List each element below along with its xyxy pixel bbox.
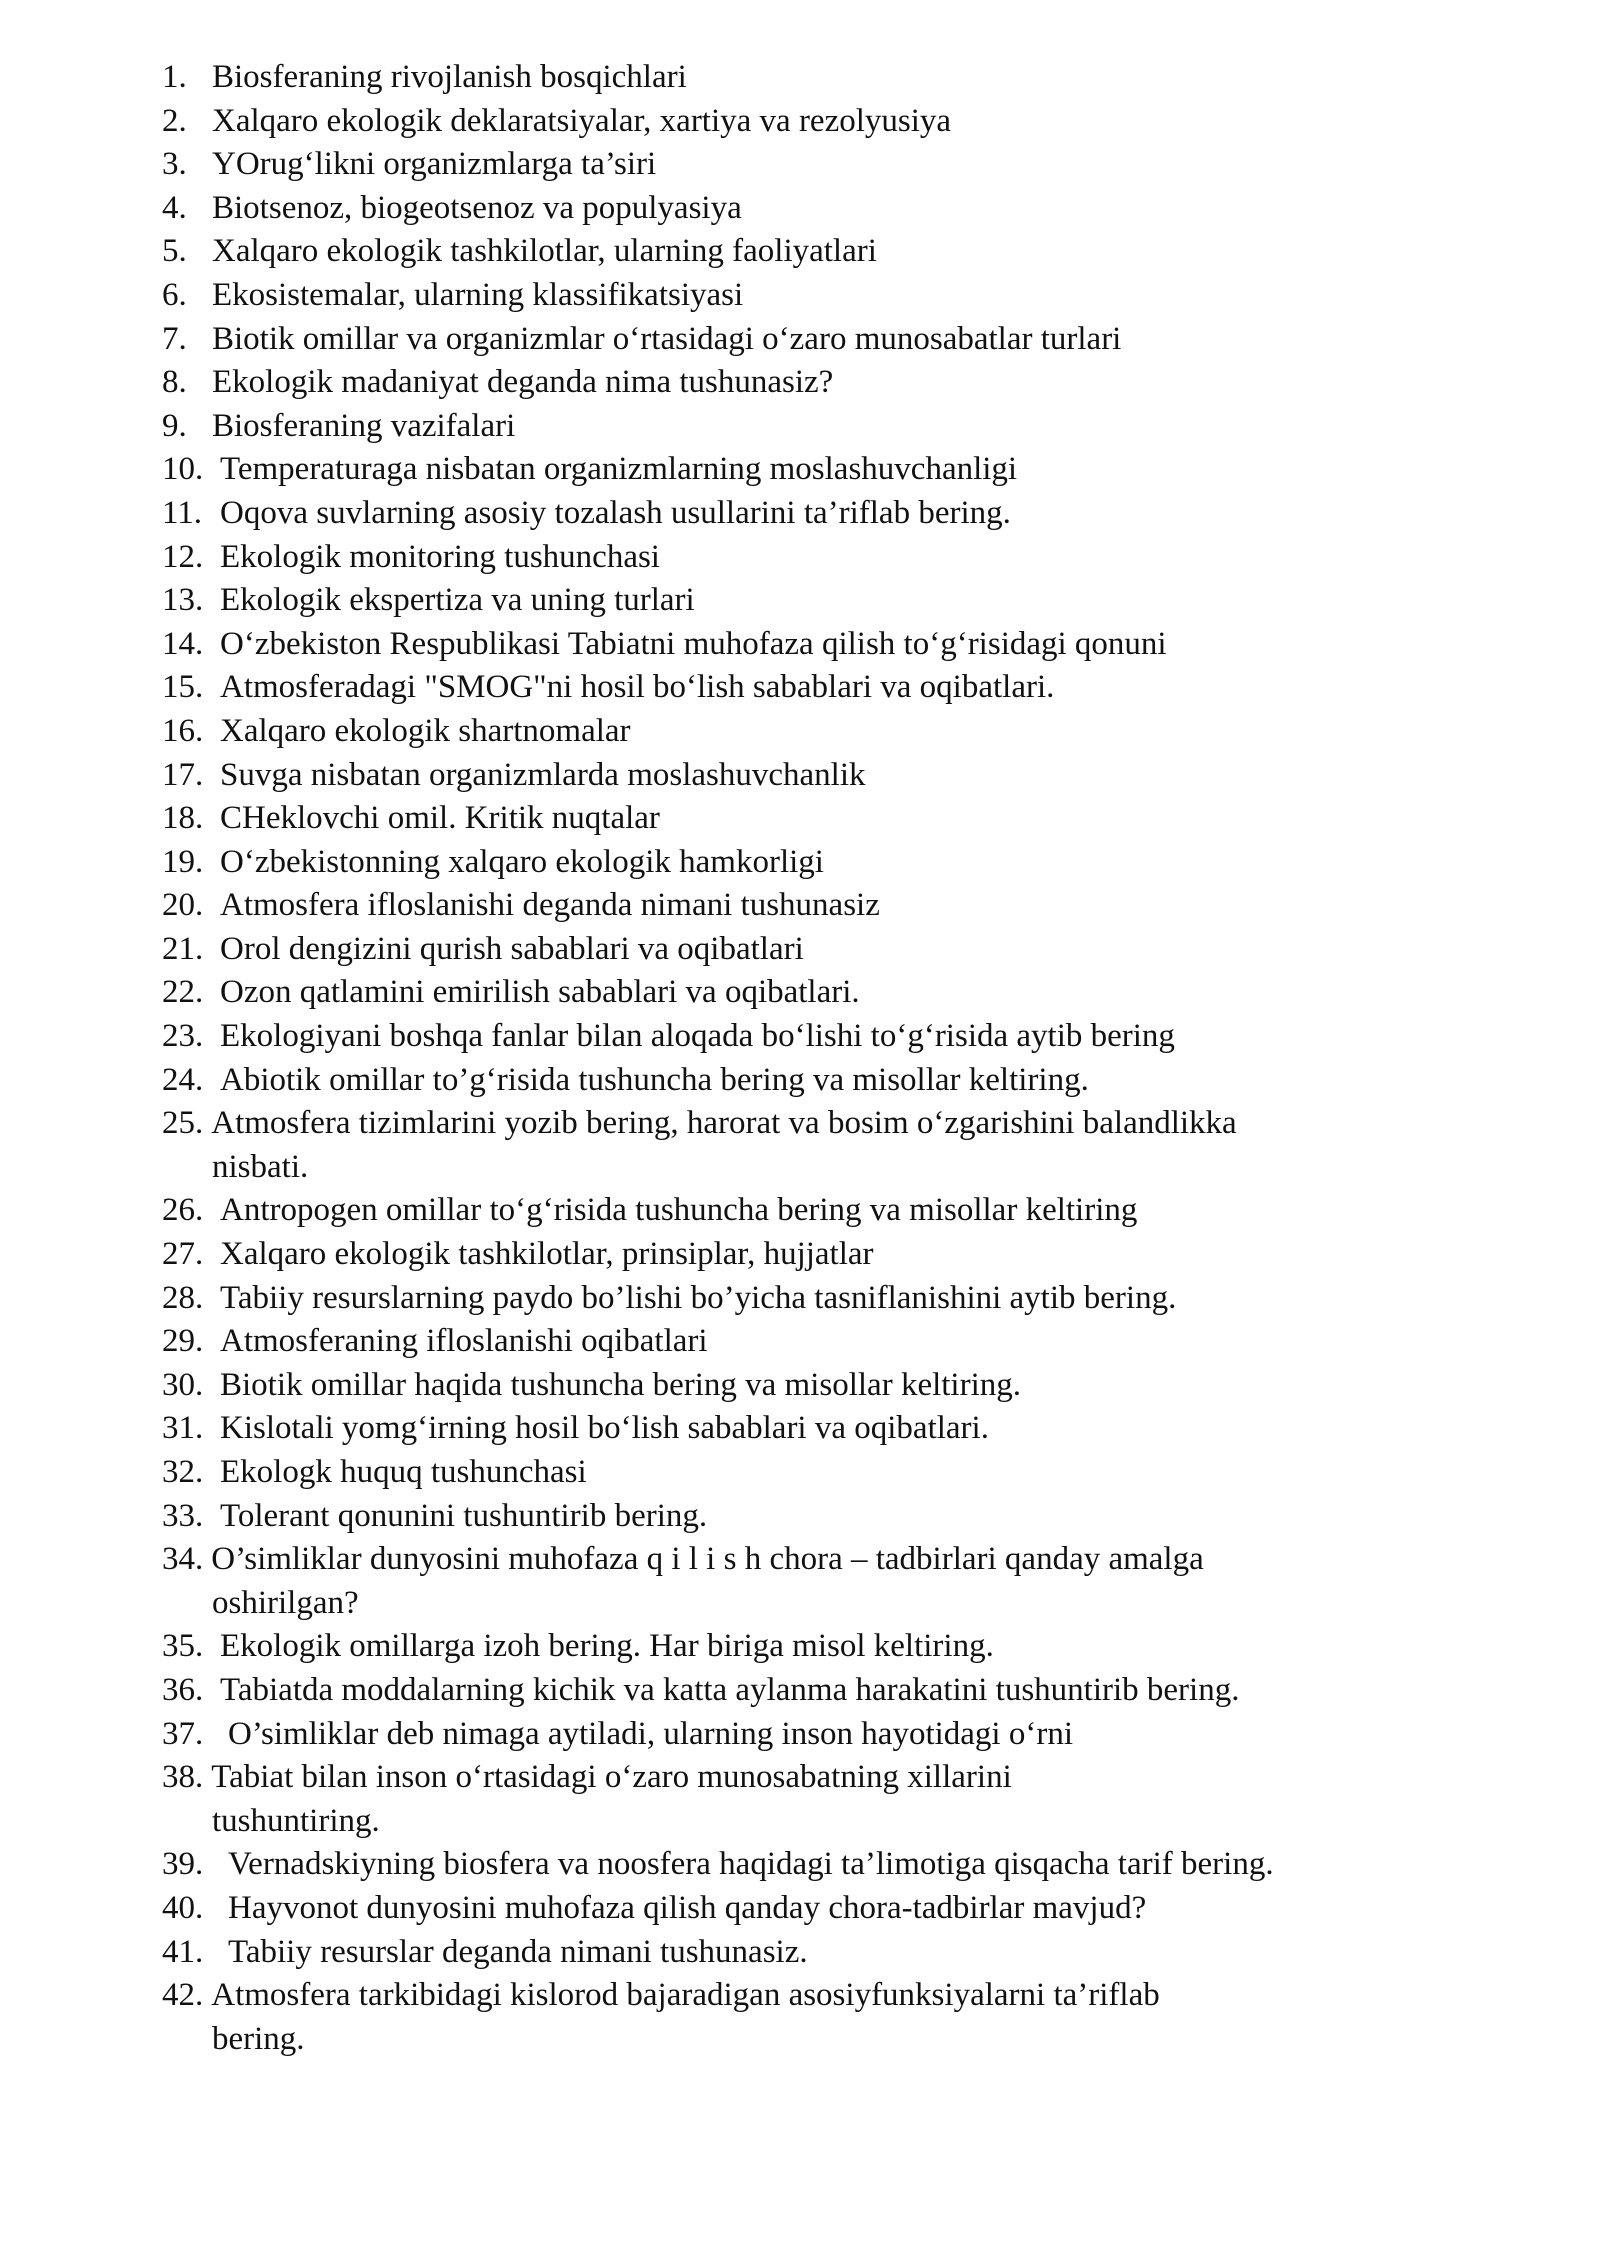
question-text: Atmosfera ifloslanishi deganda nimani tushunasiz: [220, 887, 880, 924]
question-text-continuation: bering.: [212, 2020, 305, 2057]
question-number: 16.: [162, 712, 204, 749]
question-number: 42.: [162, 1977, 204, 2014]
question-item-32: [162, 1451, 1487, 1495]
question-number: 38.: [162, 1759, 204, 1796]
question-text: O’simliklar dunyosini muhofaza q i l i s h chora – tadbirlari qanday amalga: [211, 1541, 1204, 1578]
question-number: 3.: [162, 146, 187, 183]
question-text: Tolerant qonunini tushuntirib bering.: [220, 1497, 708, 1534]
question-item-27: [162, 1233, 1487, 1277]
question-number: 1.: [162, 59, 187, 95]
question-item-23: [162, 1015, 1487, 1059]
question-number: 12.: [162, 538, 204, 575]
question-text: Biotik omillar va organizmlar o‘rtasidagi o‘zaro munosabatlar turlari: [212, 320, 1122, 357]
question-text: O‘zbekistonning xalqaro ekologik hamkorligi: [220, 843, 824, 880]
question-text: Atmosfera tizimlarini yozib bering, harorat va bosim o‘zgarishini balandlikka: [211, 1105, 1237, 1142]
question-text: Ekologik omillarga izoh bering. Har biriga misol keltiring.: [220, 1628, 994, 1665]
question-number: 2.: [162, 102, 187, 139]
question-body: [211, 1105, 1236, 1141]
question-text: Ekologik ekspertiza va uning turlari: [220, 582, 695, 619]
question-item-4: [162, 187, 1487, 231]
question-number: 22.: [162, 974, 204, 1011]
question-text: Ekologik monitoring tushunchasi: [220, 538, 660, 575]
question-item-40: [162, 1887, 1487, 1931]
question-item-19: [162, 841, 1487, 885]
question-item-5: [162, 230, 1487, 274]
question-item-38: [162, 1756, 1487, 1843]
question-text: Tabiatda moddalarning kichik va katta aylanma harakatini tushuntirib bering.: [220, 1671, 1240, 1708]
question-text: Tabiat bilan inson o‘rtasidagi o‘zaro munosabatning xillarini: [211, 1759, 1012, 1796]
question-list: [162, 56, 1487, 2061]
question-item-15: [162, 666, 1487, 710]
question-number: 13.: [162, 582, 204, 619]
question-item-11: [162, 492, 1487, 536]
question-number: 9.: [162, 407, 187, 444]
question-number: 14.: [162, 625, 204, 662]
question-number: 10.: [162, 451, 204, 488]
question-text: Temperaturaga nisbatan organizmlarning moslashuvchanligi: [220, 451, 1018, 488]
question-number: 30.: [162, 1366, 204, 1403]
question-item-28: [162, 1277, 1487, 1321]
question-item-17: [162, 754, 1487, 798]
question-number: 21.: [162, 930, 204, 967]
question-item-22: [162, 971, 1487, 1015]
question-text: Xalqaro ekologik tashkilotlar, ularning faoliyatlari: [212, 233, 877, 270]
question-text-continuation: nisbati.: [212, 1148, 309, 1185]
question-text: Ekologik madaniyat deganda nima tushunasiz?: [212, 364, 834, 401]
question-text: Suvga nisbatan organizmlarda moslashuvchanlik: [220, 756, 866, 793]
question-item-6: [162, 274, 1487, 318]
question-text: Ekologk huquq tushunchasi: [220, 1454, 587, 1490]
question-text: Atmosfera tarkibidagi kislorod bajaradigan asosiyfunksiyalarni ta’riflab: [211, 1977, 1160, 2014]
question-text: Atmosferadagi "SMOG"ni hosil bo‘lish sabablari va oqibatlari.: [220, 669, 1055, 706]
question-item-24: [162, 1059, 1487, 1103]
question-item-35: [162, 1625, 1487, 1669]
question-text: Hayvonot dunyosini muhofaza qilish qanday chora-tadbirlar mavjud?: [228, 1889, 1147, 1926]
question-item-16: [162, 710, 1487, 754]
question-item-13: [162, 579, 1487, 623]
question-number: 23.: [162, 1018, 204, 1055]
question-text: Atmosferaning ifloslanishi oqibatlari: [220, 1323, 708, 1360]
question-text: Antropogen omillar to‘g‘risida tushuncha bering va misollar keltiring: [220, 1192, 1138, 1229]
question-text: Abiotik omillar to’g‘risida tushuncha bering va misollar keltiring.: [220, 1061, 1089, 1098]
question-text: Orol dengizini qurish sabablari va oqibatlari: [220, 930, 804, 967]
question-item-3: [162, 143, 1487, 187]
question-number: 8.: [162, 364, 187, 401]
question-item-34: [162, 1538, 1487, 1625]
question-item-20: [162, 884, 1487, 928]
question-number: 34.: [162, 1541, 204, 1578]
question-text: Ekologiyani boshqa fanlar bilan aloqada bo‘lishi to‘g‘risida aytib bering: [220, 1018, 1175, 1055]
question-number: 15.: [162, 669, 204, 706]
question-number: 36.: [162, 1671, 204, 1708]
question-text: Xalqaro ekologik shartnomalar: [220, 712, 631, 749]
question-text: O‘zbekiston Respublikasi Tabiatni muhofaza qilish to‘g‘risidagi qonuni: [220, 625, 1167, 662]
question-text: Xalqaro ekologik deklaratsiyalar, xartiya va rezolyusiya: [212, 102, 952, 139]
question-number: 37.: [162, 1715, 204, 1752]
question-item-9: [162, 405, 1487, 449]
question-number: 40.: [162, 1889, 204, 1926]
question-number: 17.: [162, 756, 204, 793]
question-item-7: [162, 318, 1487, 362]
question-number: 20.: [162, 887, 204, 924]
question-body: [211, 1541, 1204, 1577]
question-item-21: [162, 928, 1487, 972]
question-number: 7.: [162, 320, 187, 357]
question-item-10: [162, 448, 1487, 492]
question-item-31: [162, 1407, 1487, 1451]
question-number: 25.: [162, 1105, 204, 1142]
question-text: Kislotali yomg‘irning hosil bo‘lish sabablari va oqibatlari.: [220, 1410, 989, 1447]
question-number: 29.: [162, 1323, 204, 1360]
question-number: 33.: [162, 1497, 204, 1534]
question-text: Ekosistemalar, ularning klassifikatsiyasi: [212, 276, 744, 313]
question-item-36: [162, 1669, 1487, 1713]
question-text: Ozon qatlamini emirilish sabablari va oqibatlari.: [220, 974, 860, 1011]
question-text: Biotik omillar haqida tushuncha bering va misollar keltiring.: [220, 1366, 1022, 1403]
question-text: YOrug‘likni organizmlarga ta’siri: [212, 146, 657, 183]
question-item-39: [162, 1843, 1487, 1887]
question-body: [211, 1977, 1159, 2013]
question-number: 27.: [162, 1236, 204, 1273]
question-number: 41.: [162, 1933, 204, 1970]
question-item-14: [162, 623, 1487, 667]
question-text: Tabiiy resurslarning paydo bo’lishi bo’yicha tasniflanishini aytib bering.: [220, 1279, 1177, 1316]
question-number: 11.: [162, 494, 203, 531]
question-text: Xalqaro ekologik tashkilotlar, prinsiplar, hujjatlar: [220, 1236, 874, 1273]
question-number: 35.: [162, 1628, 204, 1665]
question-text-continuation: tushuntiring.: [212, 1802, 380, 1839]
question-text: CHeklovchi omil. Kritik nuqtalar: [220, 800, 660, 837]
question-item-29: [162, 1320, 1487, 1364]
question-item-8: [162, 361, 1487, 405]
question-number: 32.: [162, 1454, 204, 1490]
question-number: 6.: [162, 276, 187, 313]
question-text: Biotsenoz, biogeotsenoz va populyasiya: [212, 189, 742, 226]
question-number: 26.: [162, 1192, 204, 1229]
question-item-2: [162, 100, 1487, 144]
question-item-26: [162, 1189, 1487, 1233]
question-text: Biosferaning rivojlanish bosqichlari: [212, 59, 687, 95]
question-number: 39.: [162, 1846, 204, 1883]
question-text: Tabiiy resurslar deganda nimani tushunasiz.: [228, 1933, 808, 1970]
question-item-41: [162, 1931, 1487, 1975]
question-item-18: [162, 797, 1487, 841]
question-number: 5.: [162, 233, 187, 270]
question-number: 24.: [162, 1061, 204, 1098]
question-body: [211, 1759, 1012, 1795]
question-number: 28.: [162, 1279, 204, 1316]
question-number: 31.: [162, 1410, 204, 1447]
question-item-25: [162, 1102, 1487, 1189]
question-text: Biosferaning vazifalari: [212, 407, 516, 444]
question-number: 19.: [162, 843, 204, 880]
question-item-1: [162, 56, 1487, 100]
question-item-30: [162, 1364, 1487, 1408]
question-number: 4.: [162, 189, 187, 226]
question-item-33: [162, 1495, 1487, 1539]
question-item-12: [162, 536, 1487, 580]
question-item-42: [162, 1974, 1487, 2061]
question-text-continuation: oshirilgan?: [212, 1584, 359, 1621]
question-text: O’simliklar deb nimaga aytiladi, ularning inson hayotidagi o‘rni: [228, 1715, 1073, 1752]
question-item-37: [162, 1713, 1487, 1757]
question-number: 18.: [162, 800, 204, 837]
question-text: Oqova suvlarning asosiy tozalash usullarini ta’riflab bering.: [220, 494, 1011, 531]
question-text: Vernadskiyning biosfera va noosfera haqidagi ta’limotiga qisqacha tarif bering.: [228, 1846, 1274, 1883]
